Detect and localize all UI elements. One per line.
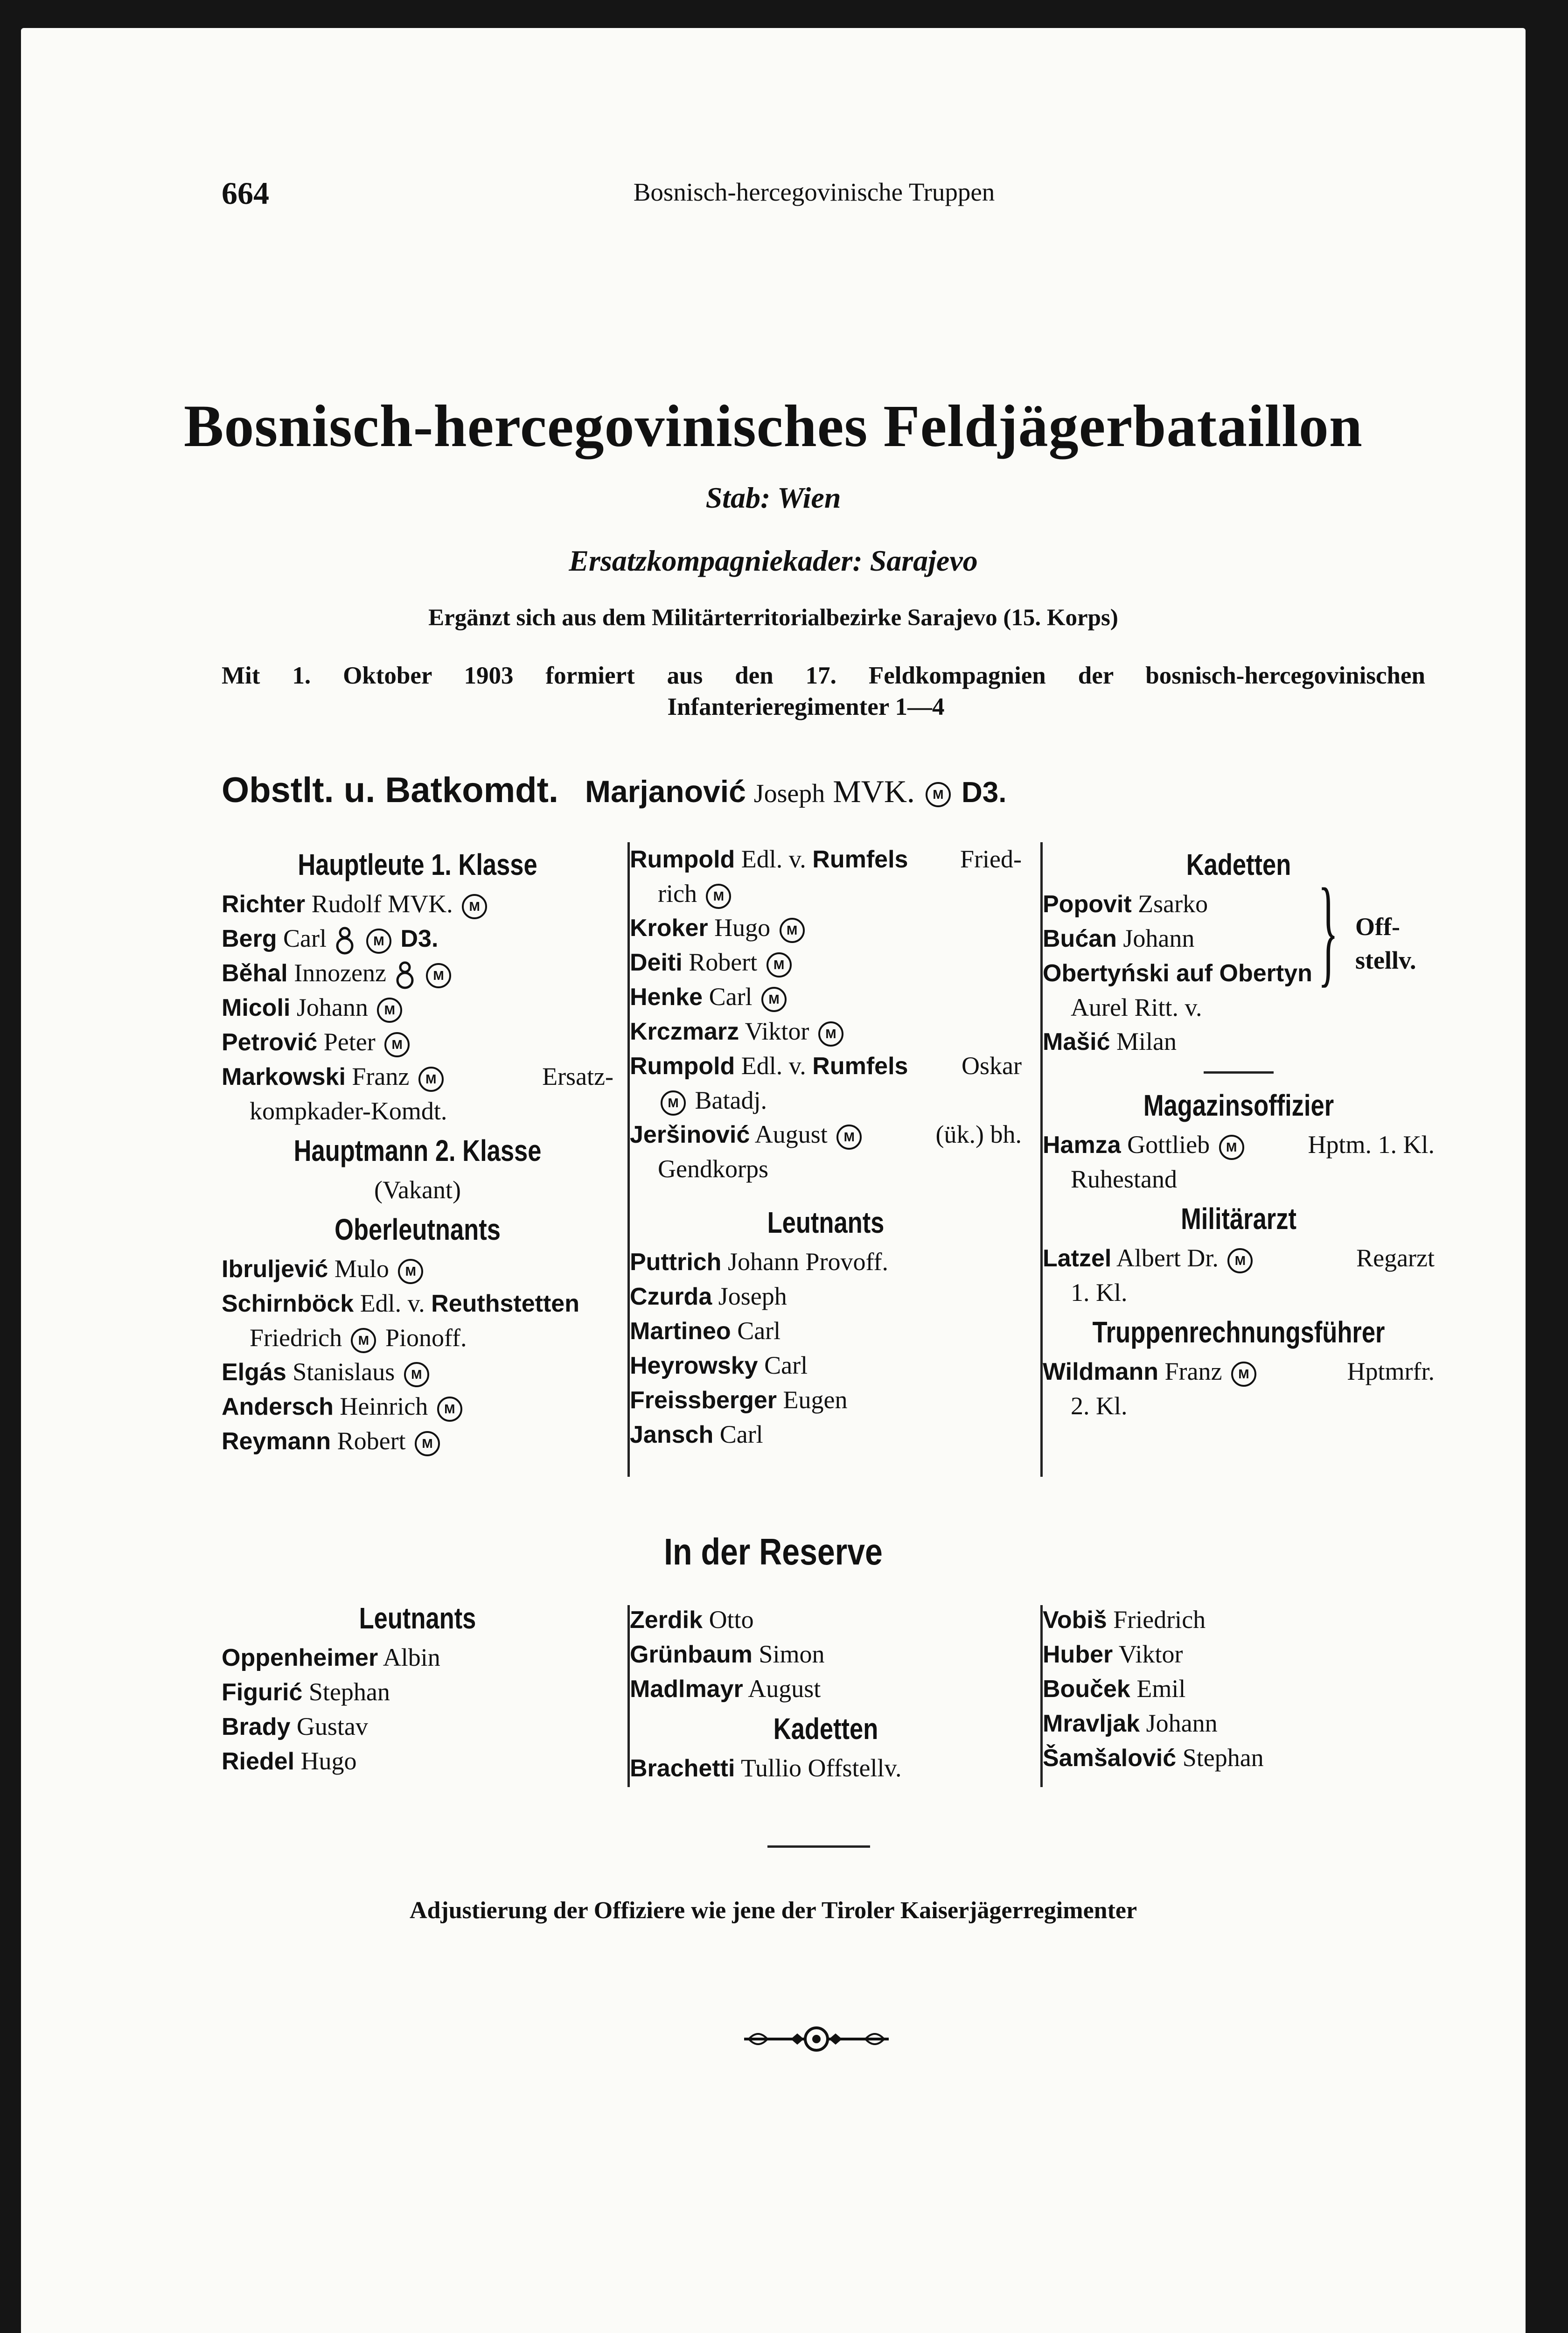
column-2 <box>630 842 1022 1452</box>
list-item-continuation: Ruhestand <box>1071 1165 1177 1193</box>
list-item: Bućan Johann <box>1043 924 1195 952</box>
reserve-heading: In der Reserve <box>664 1531 883 1572</box>
list-item: Latzel Albert Dr. M Regarzt <box>1043 1241 1435 1276</box>
list-item-continuation: Gendkorps <box>658 1155 768 1183</box>
list-item: Elgás Stanislaus M <box>222 1355 613 1390</box>
section-heading: Leutnants <box>767 1206 885 1239</box>
list-item: Micoli Johann M <box>222 991 613 1025</box>
merit-badge-icon: M <box>404 1362 429 1387</box>
commander-suffix: D3. <box>961 776 1007 809</box>
list-item: Bouček Emil <box>1043 1675 1186 1703</box>
right-brace-icon: } <box>1318 864 1338 998</box>
list-item: Mravljak Johann <box>1043 1709 1218 1737</box>
reserve-column-3 <box>1043 1603 1435 1775</box>
list-item: Berg Carl M D3. <box>222 922 613 956</box>
merit-badge-icon: M <box>418 1067 444 1092</box>
section-heading: Militärarzt <box>1181 1202 1296 1236</box>
list-item: Deiti Robert M <box>630 945 1022 980</box>
list-item: Oppenheimer Albin <box>222 1643 440 1671</box>
merit-badge-icon: M <box>706 884 731 909</box>
list-item: Martineo Carl <box>630 1317 781 1345</box>
erganzt-line: Ergänzt sich aus dem Militärterritorialbezirke Sarajevo (15. Korps) <box>428 605 1118 631</box>
list-item-continuation: M Batadj. <box>630 1083 1022 1118</box>
commander-mvk: MVK. <box>833 774 915 809</box>
ersatz-line: Ersatzkompagniekader: Sarajevo <box>569 544 978 577</box>
merit-badge-icon: M <box>426 963 451 988</box>
merit-badge-icon: M <box>415 1431 440 1456</box>
merit-badge-icon: M <box>462 894 487 919</box>
section-heading: Oberleutnants <box>335 1213 501 1246</box>
merit-badge-icon: M <box>437 1397 462 1422</box>
list-item: Figurić Stephan <box>222 1678 390 1706</box>
merit-badge-icon: M <box>377 998 402 1023</box>
section-heading: Leutnants <box>359 1601 476 1635</box>
section-heading: Hauptleute 1. Klasse <box>298 848 537 881</box>
list-item-continuation: rich M <box>630 877 1022 911</box>
merit-badge-icon: M <box>926 782 951 807</box>
list-item: Šamšalović Stephan <box>1043 1744 1264 1772</box>
list-item: Riedel Hugo <box>222 1747 357 1775</box>
offstellv-note: Off- stellv. <box>1355 913 1416 974</box>
list-item: Petrović Peter M <box>222 1025 613 1060</box>
list-item: Grünbaum Simon <box>630 1640 825 1668</box>
vakant-note: (Vakant) <box>374 1176 461 1204</box>
list-item-continuation: Friedrich M Pionoff. <box>222 1321 613 1355</box>
merit-badge-icon: M <box>1227 1248 1253 1273</box>
section-heading: Hauptmann 2. Klasse <box>293 1134 542 1167</box>
merit-badge-icon: M <box>351 1328 376 1353</box>
list-item: Huber Viktor <box>1043 1640 1183 1668</box>
list-item-continuation: Aurel Ritt. v. <box>1071 993 1202 1021</box>
page-number: 664 <box>222 175 269 211</box>
merit-badge-icon: M <box>1219 1135 1244 1160</box>
list-item: Vobiš Friedrich <box>1043 1606 1206 1634</box>
merit-badge-icon: M <box>767 952 792 978</box>
merit-badge-icon: M <box>761 987 787 1012</box>
list-item: Puttrich Johann Provoff. <box>630 1248 888 1276</box>
list-item: Brachetti Tullio Offstellv. <box>630 1754 902 1782</box>
list-item: Popovit Zsarko <box>1043 890 1208 918</box>
list-item: Schirnböck Edl. v. Reuthstetten <box>222 1289 579 1317</box>
list-item: Mašić Milan <box>1043 1027 1177 1055</box>
section-heading: Magazinsoffizier <box>1143 1089 1334 1122</box>
merit-badge-icon: M <box>398 1259 423 1284</box>
section-heading: Kadetten <box>1186 848 1291 881</box>
list-item: Heyrowsky Carl <box>630 1351 808 1379</box>
merit-badge-icon: M <box>1231 1362 1256 1387</box>
list-item: Andersch Heinrich M <box>222 1390 613 1424</box>
merit-badge-icon: M <box>818 1021 843 1047</box>
list-item: Wildmann Franz M Hptmrfr. <box>1043 1355 1435 1389</box>
section-heading: Truppenrechnungsführer <box>1092 1315 1385 1349</box>
merit-badge-icon: M <box>780 918 805 943</box>
list-item: Madlmayr August <box>630 1675 821 1703</box>
commander-surname: Marjanović <box>585 774 746 809</box>
list-item: Krczmarz Viktor M <box>630 1014 1022 1049</box>
commander-rank: Obstlt. u. Batkomdt. <box>222 770 558 810</box>
commander-line <box>222 770 1006 810</box>
ornament-icon <box>739 2023 893 2055</box>
formed-line-2: Infanterieregimenter 1—4 <box>667 693 945 720</box>
section-rule <box>1204 1071 1274 1074</box>
footnote: Adjustierung der Offiziere wie jene der Tiroler Kaiserjägerregimenter <box>409 1897 1137 1924</box>
page-title: Bosnisch-hercegovinisches Feldjägerbataillon <box>184 393 1363 459</box>
merit-badge-icon: M <box>661 1090 686 1116</box>
section-rule <box>767 1845 870 1848</box>
list-item: Czurda Joseph <box>630 1282 787 1310</box>
medal-icon <box>335 926 354 956</box>
list-item-continuation: kompkader-Komdt. <box>250 1097 447 1125</box>
list-item: Richter Rudolf MVK. M <box>222 887 613 922</box>
list-item: Freissberger Eugen <box>630 1386 848 1414</box>
list-item: Hamza Gottlieb M Hptm. 1. Kl. <box>1043 1128 1435 1162</box>
list-item: Kroker Hugo M <box>630 911 1022 945</box>
merit-badge-icon: M <box>384 1032 410 1057</box>
reserve-column-2 <box>630 1603 1022 1786</box>
medal-icon <box>396 961 414 991</box>
stab-line: Stab: Wien <box>705 481 841 514</box>
list-item: Markowski Franz M Ersatz- <box>222 1060 613 1094</box>
running-title: Bosnisch-hercegovinische Truppen <box>633 178 995 206</box>
document-page <box>21 28 1526 2333</box>
column-1 <box>222 842 613 1459</box>
list-item: Zerdik Otto <box>630 1606 754 1634</box>
list-item: Běhal Innozenz M <box>222 956 613 991</box>
list-item: Reymann Robert M <box>222 1424 613 1459</box>
list-item: Henke Carl M <box>630 980 1022 1014</box>
section-heading: Kadetten <box>773 1712 878 1746</box>
merit-badge-icon: M <box>366 929 391 954</box>
list-item: Jeršinović August M (ük.) bh. <box>630 1118 1022 1152</box>
list-item: Obertyński auf Obertyn <box>1043 960 1312 987</box>
commander-given: Joseph <box>753 779 825 808</box>
list-item-continuation: 2. Kl. <box>1071 1392 1128 1420</box>
list-item: Ibruljević Mulo M <box>222 1252 613 1286</box>
reserve-column-1 <box>222 1596 613 1779</box>
merit-badge-icon: M <box>836 1125 862 1150</box>
formed-line-1: Mit 1. Oktober 1903 formiert aus den 17. Feldkompagnien der bosnisch-hercegovinischen <box>222 662 1425 689</box>
list-item: Rumpold Edl. v. Rumfels Fried- <box>630 845 1022 873</box>
list-item: Jansch Carl <box>630 1420 763 1448</box>
list-item: Brady Gustav <box>222 1712 368 1740</box>
list-item: Rumpold Edl. v. Rumfels Oskar <box>630 1052 1022 1080</box>
list-item-continuation: 1. Kl. <box>1071 1278 1128 1306</box>
